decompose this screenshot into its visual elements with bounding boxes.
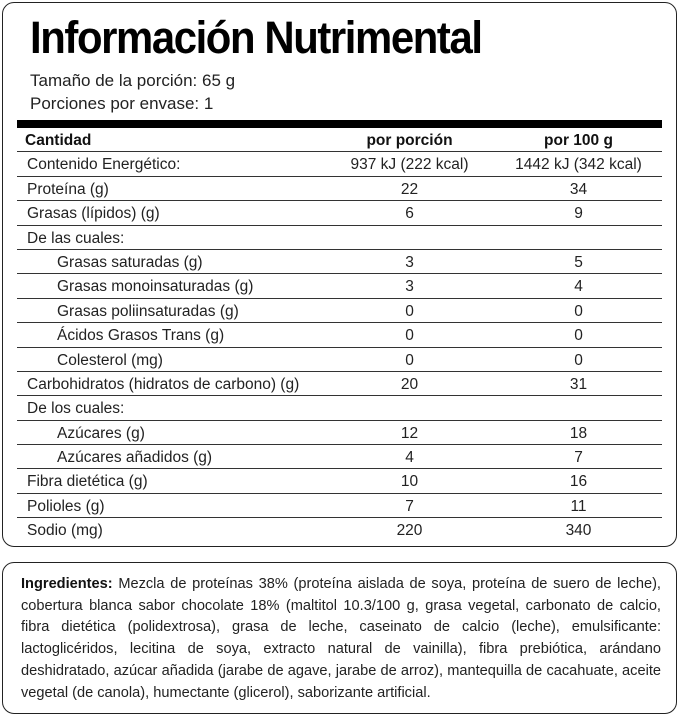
nutrient-name: Fibra dietética (g) <box>27 473 148 491</box>
value-per-serving: 3 <box>405 278 414 296</box>
header-per-serving: por porción <box>366 132 453 149</box>
servings-per-container: Porciones por envase: 1 <box>30 94 214 113</box>
table-row <box>17 250 662 274</box>
table-row <box>17 177 662 201</box>
ingredients-label: Ingredientes: <box>21 576 113 592</box>
nutrient-name: Colesterol (mg) <box>57 351 163 369</box>
value-per-serving: 22 <box>400 180 419 198</box>
ingredients-text <box>21 574 661 704</box>
table-row <box>17 274 662 298</box>
nutrient-name: Grasas poliinsaturadas (g) <box>57 302 239 320</box>
nutrient-name: Proteína (g) <box>27 180 109 198</box>
value-per-100g: 18 <box>569 424 588 442</box>
table-row <box>17 445 662 469</box>
nutrient-name: Grasas monoinsaturadas (g) <box>57 278 254 296</box>
value-per-serving: 3 <box>405 253 414 271</box>
value-per-100g: 0 <box>574 351 583 369</box>
nutrient-name: De las cuales: <box>27 229 125 247</box>
nutrient-name: Sodio (mg) <box>27 522 103 540</box>
value-per-serving: 6 <box>405 205 414 223</box>
value-per-serving: 0 <box>405 327 414 345</box>
value-per-100g: 5 <box>574 253 583 271</box>
header-per-100g: por 100 g <box>544 132 613 149</box>
table-body <box>17 152 662 542</box>
value-per-serving: 7 <box>405 497 414 515</box>
value-per-100g: 340 <box>565 522 592 540</box>
value-per-100g: 1442 kJ (342 kcal) <box>515 156 642 174</box>
table-row <box>17 518 662 542</box>
table-row <box>17 396 662 420</box>
table-row <box>17 494 662 518</box>
nutrient-name: Azúcares añadidos (g) <box>57 449 213 467</box>
value-per-serving: 0 <box>405 351 414 369</box>
table-row <box>17 152 662 176</box>
table-row <box>17 299 662 323</box>
table-row <box>17 348 662 372</box>
nutrient-name: Polioles (g) <box>27 497 105 515</box>
nutrient-name: Contenido Energético: <box>27 156 181 174</box>
nutrient-name: Grasas (lípidos) (g) <box>27 205 160 223</box>
table-row <box>17 372 662 396</box>
table-header-row <box>17 128 662 152</box>
table-row <box>17 201 662 225</box>
header-quantity: Cantidad <box>25 132 92 149</box>
nutrient-name: Azúcares (g) <box>57 424 145 442</box>
table-top-rule <box>17 120 662 128</box>
serving-size: Tamaño de la porción: 65 g <box>30 71 236 90</box>
table-row <box>17 421 662 445</box>
page-title: Información Nutrimental <box>30 12 482 63</box>
table-row <box>17 323 662 347</box>
value-per-serving: 20 <box>400 375 419 393</box>
table-row <box>17 469 662 493</box>
nutrient-name: Grasas saturadas (g) <box>57 253 203 271</box>
value-per-100g: 0 <box>574 327 583 345</box>
value-per-serving: 4 <box>405 449 414 467</box>
value-per-serving: 0 <box>405 302 414 320</box>
value-per-100g: 34 <box>569 180 588 198</box>
value-per-serving: 937 kJ (222 kcal) <box>350 156 469 174</box>
value-per-100g: 11 <box>570 497 587 515</box>
value-per-100g: 0 <box>574 302 583 320</box>
value-per-100g: 7 <box>574 449 583 467</box>
nutrient-name: Ácidos Grasos Trans (g) <box>57 327 225 345</box>
value-per-serving: 10 <box>400 473 419 491</box>
nutrient-name: De los cuales: <box>27 400 125 418</box>
table-row <box>17 226 662 250</box>
value-per-100g: 16 <box>569 473 588 491</box>
ingredients-list: Mezcla de proteínas 38% (proteína aislada de soya, proteína de suero de leche), cobertura blanca sabor chocolate 18% (maltitol 10.3/100 g, grasa vegetal, carbonato de calcio, fibra dietética (polidextrosa), grasa de leche, caseinato de calcio (leche), emulsificante: lactoglicéridos, lecitina de soya, extracto natural de vainilla), fibra prebiótica, arándano deshidratado, azúcar añadida (jarabe de agave, jarabe de arroz), mantequilla de cacahuate, aceite vegetal (de canola), humectante (glicerol), saborizante artificial. <box>21 576 661 701</box>
nutrition-table <box>17 128 662 543</box>
value-per-serving: 12 <box>400 424 419 442</box>
nutrient-name: Carbohidratos (hidratos de carbono) (g) <box>27 375 300 393</box>
value-per-100g: 9 <box>574 205 583 223</box>
value-per-100g: 31 <box>569 375 588 393</box>
value-per-serving: 220 <box>396 522 423 540</box>
value-per-100g: 4 <box>574 278 583 296</box>
